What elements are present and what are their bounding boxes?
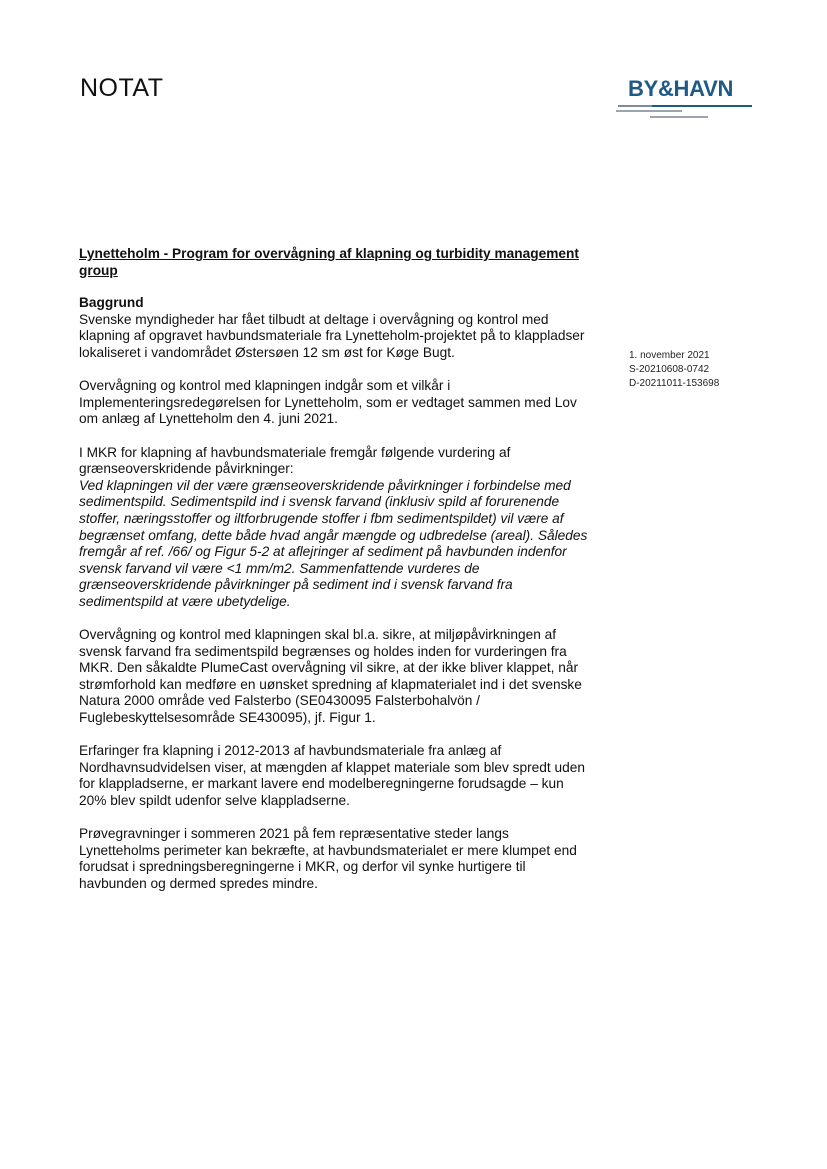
logo-line — [650, 116, 708, 118]
logo-line — [616, 110, 682, 112]
paragraph: Prøvegravninger i sommeren 2021 på fem repræsentative steder langs Lynetteholms perimeter kan bekræfte, at havbundsmaterialet er mere klumpet end forudsat i spredningsberegningerne i MKR, og derfor vil synke hurtigere til havbunden og dermed spredes mindre. — [79, 826, 577, 891]
section-heading: Baggrund — [79, 295, 144, 311]
document-body — [79, 246, 593, 893]
paragraph: Erfaringer fra klapning i 2012-2013 af havbundsmateriale fra anlæg af Nordhavnsudvidelsen viser, at mængden af klappet materiale som blev spredt uden for klappladserne, er markant lavere end modelberegningerne forudsagde – kun 20% blev spildt udenfor selve klappladserne. — [79, 743, 585, 808]
by-og-havn-logo — [614, 76, 754, 124]
document-date: 1. november 2021 — [629, 350, 710, 361]
case-number: S-20210608-0742 — [629, 364, 710, 375]
paragraph: I MKR for klapning af havbundsmateriale fremgår følgende vurdering af grænseoverskridende påvirkninger: — [79, 444, 511, 477]
paragraph: Overvågning og kontrol med klapningen indgår som et vilkår i Implementeringsredegørelsen for Lynetteholm, som er vedtaget sammen med Lov om anlæg af Lynetteholm den 4. juni 2021. — [79, 378, 577, 427]
document-meta — [629, 349, 719, 391]
document-title: Lynetteholm - Program for overvågning af klapning og turbidity management group — [79, 246, 579, 278]
document-type-heading: NOTAT — [80, 74, 164, 102]
logo-text: BY&HAVN — [628, 76, 734, 101]
document-number: D-20211011-153698 — [629, 378, 720, 389]
logo-line — [652, 105, 752, 107]
quoted-assessment: Ved klapningen vil der være grænseoverskridende påvirkninger i forbindelse med sedimentspild. Sedimentspild ind i svensk farvand (inklusiv spild af forurenende stoffer, næringsstoffer og iltforbrugende stoffer i fbm sedimentspildet) vil være af begrænset omfang, dette både hvad angår mængde og udbredelse (areal). Således fremgår af ref. /66/ og Figur 5-2 at aflejringer af sediment på havbunden indenfor svensk farvand vil være <1 mm/m2. Sammenfattende vurderes de grænseoverskridende påvirkninger på sediment ind i svensk farvand fra sedimentspild at være ubetydelige. — [79, 477, 588, 609]
paragraph: Overvågning og kontrol med klapningen skal bl.a. sikre, at miljøpåvirkningen af svensk farvand fra sedimentspild begrænses og holdes inden for vurderingen fra MKR. Den såkaldte PlumeCast overvågning vil sikre, at der ikke bliver klappet, når strømforhold kan medføre en uønsket spredning af klapmaterialet ind i det svenske Natura 2000 område ved Falsterbo (SE0430095 Falsterbohalvön / Fuglebeskyttelsesområde SE430095), jf. Figur 1. — [79, 627, 582, 726]
paragraph: Svenske myndigheder har fået tilbudt at deltage i overvågning og kontrol med klapning af opgravet havbundsmateriale fra Lynetteholm-projektet på to klappladser lokaliseret i vandområdet Østersøen 12 sm øst for Køge Bugt. — [79, 311, 585, 360]
